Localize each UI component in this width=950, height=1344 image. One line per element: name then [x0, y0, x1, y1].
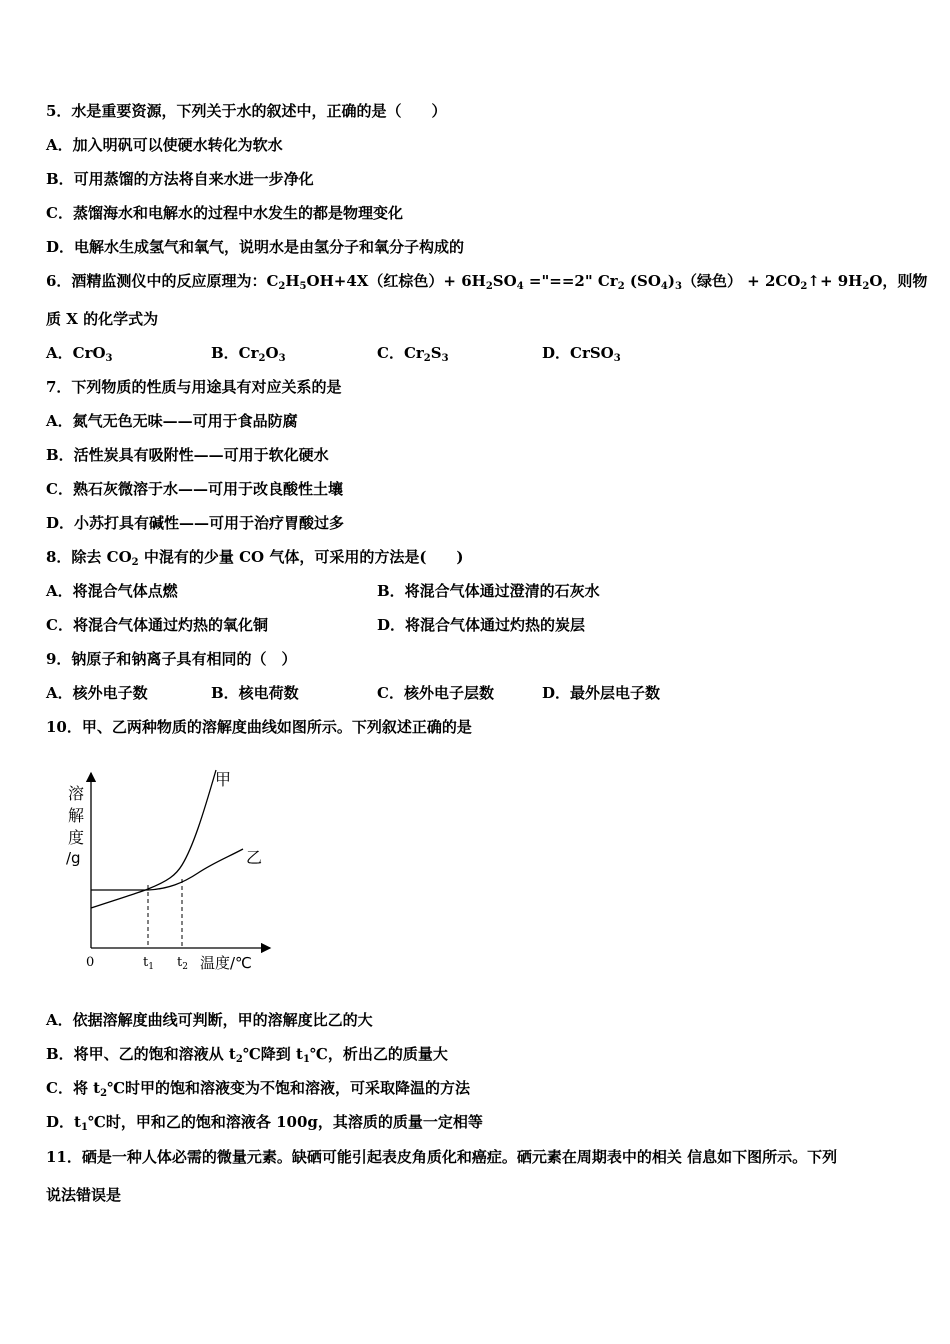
- q5-option-b: B．可用蒸馏的方法将自来水进一步净化: [46, 170, 314, 188]
- x-axis-label: 温度/℃: [200, 954, 252, 972]
- q5-option-d: D．电解水生成氢气和氧气，说明水是由氢分子和氧分子构成的: [46, 238, 465, 256]
- q8-option-b: B．将混合气体通过澄清的石灰水: [377, 582, 600, 600]
- q11-stem-line2: 说法错误是: [46, 1186, 122, 1204]
- q8-option-c: C．将混合气体通过灼热的氧化铜: [46, 616, 268, 634]
- solubility-curve-figure: [58, 765, 288, 980]
- q7-option-d: D．小苏打具有碱性——可用于治疗胃酸过多: [46, 514, 345, 532]
- y-axis-label-3: 度: [68, 828, 85, 847]
- tick-label-t1: $t_1$: [143, 955, 154, 972]
- curve-label-jia: 甲: [215, 770, 232, 789]
- y-axis-label-1: 溶: [68, 784, 85, 803]
- y-axis-label-4: /g: [66, 849, 81, 867]
- q6-option-d: D．CrSO$_3$: [542, 344, 621, 364]
- curve-label-yi: 乙: [246, 848, 263, 867]
- q8-stem: 8．除去 $CO_2$ 中混有的少量 CO 气体，可采用的方法是( ): [46, 548, 464, 568]
- y-axis-label-2: 解: [68, 806, 85, 825]
- q6-option-b: B．$Cr_2O_3$: [211, 344, 286, 364]
- curve-yi: [91, 849, 243, 890]
- q7-option-b: B．活性炭具有吸附性——可用于软化硬水: [46, 446, 329, 464]
- q9-option-c: C．核外电子层数: [377, 684, 494, 702]
- curve-jia: [91, 770, 216, 908]
- q7-stem: 7．下列物质的性质与用途具有对应关系的是: [46, 378, 342, 396]
- q11-stem-line1: 11．硒是一种人体必需的微量元素。缺硒可能引起表皮角质化和癌症。硒元素在周期表中的相关 信息如下图所示。下列: [46, 1148, 838, 1166]
- origin-label: 0: [86, 955, 95, 970]
- q6-option-c: C．$Cr_2S_3$: [377, 344, 449, 364]
- q7-option-a: A．氮气无色无味——可用于食品防腐: [46, 412, 298, 430]
- q6-stem-line1: 6．酒精监测仪中的反应原理为：$C_2H_5OH+4X$（红棕色）+ $6H_2SO_4$ ="==2" $Cr_2$ $(SO_4)_3$（绿色） + $2CO_2↑+ 9H_2O$，则物: [46, 272, 928, 292]
- q5-option-a: A．加入明矾可以使硬水转化为软水: [46, 136, 283, 154]
- q6-option-a: A．CrO$_3$: [46, 344, 113, 364]
- q5-option-c: C．蒸馏海水和电解水的过程中水发生的都是物理变化: [46, 204, 403, 222]
- tick-label-t2: $t_2$: [177, 955, 188, 972]
- q9-stem: 9．钠原子和钠离子具有相同的（ ）: [46, 650, 297, 668]
- q10-option-c: C．将 $t_2℃$时甲的饱和溶液变为不饱和溶液，可采取降温的方法: [46, 1079, 471, 1099]
- q10-stem: 10．甲、乙两种物质的溶解度曲线如图所示。下列叙述正确的是: [46, 718, 472, 736]
- q8-option-d: D．将混合气体通过灼热的炭层: [377, 616, 586, 634]
- q6-stem-line2: 质 X 的化学式为: [46, 310, 159, 328]
- q9-option-a: A．核外电子数: [46, 684, 148, 702]
- q8-option-a: A．将混合气体点燃: [46, 582, 178, 600]
- q5-stem: 5．水是重要资源，下列关于水的叙述中，正确的是（ ）: [46, 102, 447, 120]
- q9-option-d: D．最外层电子数: [542, 684, 661, 702]
- q7-option-c: C．熟石灰微溶于水——可用于改良酸性土壤: [46, 480, 343, 498]
- q10-option-d: D．$t_1℃$时，甲和乙的饱和溶液各 100g，其溶质的质量一定相等: [46, 1113, 483, 1133]
- q10-option-a: A．依据溶解度曲线可判断，甲的溶解度比乙的大: [46, 1011, 373, 1029]
- q10-option-b: B．将甲、乙的饱和溶液从 $t_2℃$降到 $t_1℃$，析出乙的质量大: [46, 1045, 448, 1065]
- q9-option-b: B．核电荷数: [211, 684, 299, 702]
